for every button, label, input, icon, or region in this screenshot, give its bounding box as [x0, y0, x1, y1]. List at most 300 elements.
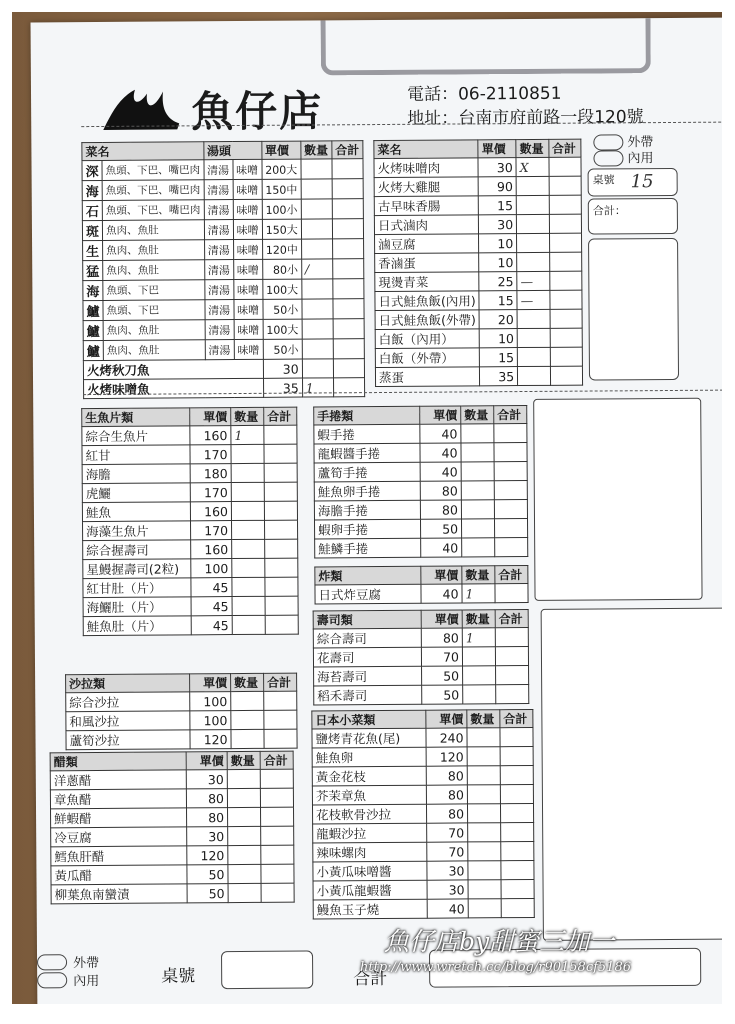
item-price: 240: [426, 728, 467, 747]
qty-header: 數量: [462, 566, 495, 584]
section-title: 炸類: [315, 566, 421, 585]
item-name: 虎鱺: [82, 483, 190, 503]
item-total: [333, 299, 364, 319]
fried-table: [314, 565, 528, 604]
item-qty: [468, 880, 501, 899]
item-name: 紅甘肚（片）: [83, 578, 191, 598]
item-qty: 1: [302, 378, 333, 397]
item-total: [494, 424, 527, 443]
item-total: [264, 691, 297, 710]
item-qty: [461, 481, 494, 500]
item-price: 50: [422, 666, 463, 685]
fish-type-char: 鱸: [83, 320, 103, 340]
item-price: 10: [479, 253, 517, 272]
item-price: 30: [427, 880, 468, 899]
item-name: 和風沙拉: [66, 711, 190, 731]
table-row: [83, 558, 298, 579]
item-price: 80: [426, 804, 467, 823]
item-total: [260, 788, 293, 807]
item-total: [265, 558, 298, 577]
table-row: [313, 879, 534, 900]
item-name: 章魚醋: [50, 789, 186, 809]
item-qty: [467, 804, 500, 823]
table-row: [82, 159, 363, 181]
item-total: [549, 271, 582, 290]
item-name: 稻禾壽司: [314, 685, 422, 705]
table-row: [51, 864, 294, 885]
item-qty: 1: [462, 584, 495, 603]
item-total: [495, 627, 528, 646]
table-header: [82, 407, 297, 427]
soup-miso: 味噌: [234, 339, 263, 359]
item-name: 鱈魚肝醋: [51, 846, 187, 866]
table-row: [375, 252, 582, 272]
footer-takeout-checkbox[interactable]: [37, 954, 67, 970]
qty-header: 數量: [462, 610, 495, 628]
item-total: [496, 684, 529, 703]
item-qty: 1: [231, 425, 264, 444]
item-price: 80: [187, 808, 228, 827]
item-price: 40: [427, 899, 468, 918]
item-name: 日式滷肉: [374, 215, 478, 235]
item-total: [501, 879, 534, 898]
item-total: [549, 290, 582, 309]
item-name: 香滷蛋: [375, 253, 479, 273]
item-name: 龍蝦醬手捲: [314, 443, 420, 463]
item-total: [494, 443, 527, 462]
item-price: 200大: [262, 159, 301, 179]
total-header: 合計: [494, 406, 527, 424]
item-name: 滷豆腐: [375, 234, 479, 254]
table-row: [82, 219, 363, 241]
clipboard-clip: [321, 18, 651, 75]
item-qty: [461, 443, 494, 462]
item-total: [501, 841, 534, 860]
item-qty: [232, 596, 265, 615]
vinegar-table: [50, 751, 295, 905]
total-header: 合計: [548, 139, 581, 157]
qty-header: 數量: [461, 406, 494, 424]
item-qty: [232, 520, 265, 539]
item-qty: [302, 319, 333, 339]
table-row: [83, 596, 298, 617]
item-total: [501, 898, 534, 917]
item-name: 海苔壽司: [314, 666, 422, 686]
footer-table-label: 桌號: [161, 966, 196, 987]
total-header: 合計: [495, 565, 528, 583]
item-price: 100大: [262, 279, 301, 299]
item-price: 10: [479, 329, 517, 348]
item-qty: [467, 785, 500, 804]
table-row: [50, 788, 293, 809]
item-total: [333, 259, 364, 279]
item-qty: [231, 710, 264, 729]
table-row: [82, 482, 297, 503]
table-row: [374, 195, 581, 215]
phone: 電話：06-2110851: [406, 83, 562, 105]
soup-miso: 味噌: [233, 259, 262, 279]
item-price: 10: [479, 234, 517, 253]
table-row: [83, 279, 364, 301]
item-qty: [467, 747, 500, 766]
item-qty: [517, 309, 550, 328]
item-price: 50小: [263, 299, 302, 319]
item-price: 70: [427, 842, 468, 861]
item-name: 火烤味噌肉: [374, 158, 478, 178]
item-price: 45: [191, 597, 232, 616]
table-row: [312, 803, 533, 824]
table-row: [314, 665, 529, 686]
table-row: [51, 845, 294, 866]
item-qty: [302, 359, 333, 378]
item-name: 日式炸豆腐: [315, 584, 421, 604]
item-total: [332, 239, 363, 259]
table-row: [375, 347, 582, 367]
soup-clear: 清湯: [205, 300, 234, 320]
table-row: [314, 443, 527, 463]
price-header: 單價: [186, 752, 227, 770]
section-title: 手捲類: [314, 406, 420, 425]
item-qty: X: [516, 157, 549, 176]
item-price: 25: [479, 272, 517, 291]
notes-box[interactable]: [588, 238, 679, 381]
total-header: 合計: [264, 673, 297, 691]
item-name: 火烤大雞腿: [374, 177, 478, 197]
item-total: [261, 883, 294, 902]
table-row: [82, 444, 297, 465]
item-total: [494, 518, 527, 537]
footer-dine-in-checkbox[interactable]: [37, 972, 67, 988]
item-name: 魚肉、魚肚: [102, 220, 204, 241]
total-header: 合計: [260, 751, 293, 769]
price-header: 單價: [190, 408, 231, 426]
item-qty: [517, 328, 550, 347]
soup-clear: 清湯: [205, 320, 234, 340]
fish-type-char: 海: [83, 280, 103, 300]
item-qty: [462, 538, 495, 557]
table-row: [82, 463, 297, 484]
item-total: [260, 769, 293, 788]
fish-type-char: 海: [82, 180, 102, 200]
item-price: 150中: [262, 179, 301, 199]
japanese-side-table: [311, 709, 534, 920]
item-name: 綜合生魚片: [82, 426, 190, 446]
footer-table-box[interactable]: [221, 951, 313, 990]
item-total: [500, 727, 533, 746]
blank-box-1: [533, 398, 702, 601]
item-price: 160: [190, 502, 231, 521]
brand-name: 魚仔店: [190, 86, 324, 137]
item-qty: [468, 842, 501, 861]
table-row: [375, 233, 582, 253]
item-qty: —: [517, 271, 550, 290]
item-price: 30: [186, 770, 227, 789]
item-total: [261, 864, 294, 883]
footer-total-label: 合計: [353, 968, 388, 990]
table-row: [313, 841, 534, 862]
item-total: [264, 463, 297, 482]
fish-type-char: 斑: [82, 220, 102, 240]
item-name: 鮭魚: [82, 502, 190, 522]
item-total: [265, 539, 298, 558]
item-qty: [302, 299, 333, 319]
handroll-table: [313, 405, 528, 558]
item-name: 鮮蝦醋: [51, 808, 187, 828]
item-name: 鮭魚卵: [312, 747, 426, 767]
table-row: [83, 520, 298, 541]
table-row: [66, 710, 297, 731]
item-total: [501, 860, 534, 879]
price-header: 單價: [426, 710, 467, 728]
section-title: 日本小菜類: [312, 710, 426, 729]
item-price: 160: [190, 426, 231, 445]
item-total: [264, 444, 297, 463]
item-total: [261, 807, 294, 826]
item-total: [333, 279, 364, 299]
dine-in-checkbox[interactable]: [593, 150, 623, 166]
item-qty: [228, 845, 261, 864]
item-qty: [231, 463, 264, 482]
salad-table: [65, 673, 298, 751]
item-qty: [301, 179, 332, 199]
fish-title: 菜名: [82, 142, 204, 161]
item-qty: [231, 444, 264, 463]
table-row: [314, 424, 527, 444]
item-total: [495, 583, 528, 602]
table-row: [375, 328, 582, 348]
item-name: 魚肉、魚肚: [103, 320, 205, 341]
item-qty: [231, 729, 264, 748]
table-row: [84, 378, 365, 399]
item-qty: [232, 615, 265, 634]
item-name: 蘆筍手捲: [314, 462, 420, 482]
item-name: 鮭鱗手捲: [315, 538, 421, 558]
item-total: [333, 359, 364, 378]
item-qty: [232, 539, 265, 558]
total-header: 合計: [495, 609, 528, 627]
item-total: [549, 252, 582, 271]
soup-miso: 味噌: [233, 279, 262, 299]
item-price: 170: [190, 483, 231, 502]
item-price: 40: [421, 584, 462, 603]
item-qty: —: [517, 290, 550, 309]
item-price: 20: [479, 310, 517, 329]
item-price: 50: [420, 519, 461, 538]
item-qty: [517, 233, 550, 252]
item-total: [261, 826, 294, 845]
item-name: 魚頭、下巴、嘴巴肉: [102, 200, 204, 221]
item-price: 40: [421, 538, 462, 557]
table-row: [313, 860, 534, 881]
fish-type-char: 鱸: [83, 340, 103, 360]
item-price: 80: [186, 789, 227, 808]
table-row: [66, 729, 297, 750]
item-name: 海鱺肚（片）: [83, 597, 191, 617]
total-header: 合計: [500, 709, 533, 727]
takeout-checkbox[interactable]: [593, 134, 623, 150]
total-header: 合計: [332, 141, 363, 159]
item-qty: [463, 685, 496, 704]
blank-box-2: [541, 608, 722, 941]
item-qty: [462, 647, 495, 666]
item-total: [549, 214, 582, 233]
total-header: 合計: [264, 407, 297, 425]
soup-miso: 味噌: [233, 179, 262, 199]
item-name: 柳葉魚南蠻漬: [51, 884, 187, 904]
item-name: 鮭魚卵手捲: [314, 481, 420, 501]
item-qty: [467, 728, 500, 747]
item-total: [495, 537, 528, 556]
item-total: [501, 822, 534, 841]
table-row: [313, 898, 534, 919]
item-name: 魚頭、下巴: [103, 280, 205, 301]
item-total: [494, 499, 527, 518]
item-price: 100: [191, 559, 232, 578]
item-price: 50: [422, 685, 463, 704]
item-qty: [301, 199, 332, 219]
item-qty: [468, 823, 501, 842]
item-name: 紅甘: [82, 445, 190, 465]
table-row: [312, 784, 533, 805]
item-price: 30: [187, 827, 228, 846]
item-name: 白飯（外帶）: [375, 348, 479, 368]
item-qty: [227, 769, 260, 788]
item-total: [549, 195, 582, 214]
item-total: [261, 845, 294, 864]
total-label: 合計：: [592, 204, 626, 218]
item-price: 80小: [262, 259, 301, 279]
soup-miso: 味噌: [233, 159, 262, 179]
footer-dine-in-label: 內用: [73, 973, 100, 990]
table-row: [312, 765, 533, 786]
item-qty: [228, 807, 261, 826]
item-name: 花枝軟骨沙拉: [312, 804, 426, 824]
item-name: 蝦卵手捲: [314, 519, 420, 539]
address: 地址：台南市府前路一段120號: [407, 107, 644, 129]
item-price: 50小: [263, 339, 302, 359]
item-price: 15: [480, 348, 518, 367]
price-header: 單價: [478, 140, 516, 158]
table-row: [312, 746, 533, 767]
table-row: [83, 299, 364, 321]
table-number-box[interactable]: [588, 168, 678, 197]
section-title: 沙拉類: [66, 674, 190, 693]
item-total: [333, 378, 364, 397]
table-header: [66, 673, 297, 693]
table-row: [51, 826, 294, 847]
table-row: [313, 822, 534, 843]
qty-header: 數量: [301, 141, 332, 159]
item-total: [333, 319, 364, 339]
table-number-value: 15: [630, 171, 654, 193]
item-total: [500, 765, 533, 784]
item-qty: [232, 577, 265, 596]
item-name: 海藻生魚片: [83, 521, 191, 541]
table-header: [312, 709, 533, 729]
qty-header: 數量: [467, 710, 500, 728]
total-box[interactable]: [588, 198, 678, 235]
price-header: 單價: [190, 674, 231, 692]
table-row: [51, 883, 294, 904]
item-qty: [468, 861, 501, 880]
item-qty: [468, 899, 501, 918]
item-total: [550, 309, 583, 328]
item-qty: [461, 462, 494, 481]
item-price: 180: [190, 464, 231, 483]
fish-type-char: 深: [82, 160, 102, 180]
item-total: [549, 176, 582, 195]
item-total: [333, 339, 364, 359]
item-total: [332, 159, 363, 179]
item-total: [264, 729, 297, 748]
item-name: 日式鮭魚飯(內用): [375, 291, 479, 311]
table-row: [83, 259, 364, 281]
item-price: 15: [479, 291, 517, 310]
item-total: [264, 482, 297, 501]
item-price: 150大: [262, 219, 301, 239]
table-row: [66, 691, 297, 712]
table-row: [315, 583, 528, 603]
qty-header: 數量: [231, 673, 264, 691]
item-price: 80: [426, 766, 467, 785]
item-price: 45: [191, 578, 232, 597]
item-price: 30: [263, 359, 302, 378]
table-row: [82, 179, 363, 201]
item-name: 黃瓜醋: [51, 865, 187, 885]
item-qty: [463, 666, 496, 685]
item-price: 100: [190, 711, 231, 730]
item-qty: [228, 826, 261, 845]
item-qty: [232, 558, 265, 577]
soup-clear: 清湯: [205, 340, 234, 360]
table-row: [374, 176, 581, 196]
item-name: 冷豆腐: [51, 827, 187, 847]
item-qty: [517, 252, 550, 271]
item-price: 170: [191, 521, 232, 540]
table-row: [83, 539, 298, 560]
item-qty: [302, 279, 333, 299]
item-price: 50: [187, 865, 228, 884]
item-price: 170: [190, 445, 231, 464]
item-price: 80: [421, 628, 462, 647]
item-total: [332, 219, 363, 239]
item-price: 50: [187, 884, 228, 903]
item-price: 80: [426, 785, 467, 804]
table-row: [82, 501, 297, 522]
item-total: [494, 461, 527, 480]
item-name: 綜合沙拉: [66, 692, 190, 712]
item-name: 魚頭、下巴: [103, 300, 205, 321]
item-qty: [517, 214, 550, 233]
takeout-label: 外帶: [627, 135, 654, 151]
item-name: 鮭魚肚（片）: [83, 616, 191, 636]
item-price: 100小: [262, 199, 301, 219]
item-qty: [516, 195, 549, 214]
item-price: 70: [427, 823, 468, 842]
table-row: [375, 271, 582, 291]
item-name: 魚肉、魚肚: [103, 340, 205, 361]
soup-miso: 味噌: [233, 239, 262, 259]
table-row: [314, 684, 529, 705]
item-price: 100: [190, 692, 231, 711]
table-header: [313, 609, 528, 629]
item-qty: [461, 519, 494, 538]
item-price: 120中: [262, 239, 301, 259]
item-qty: [518, 366, 551, 385]
price-header: 單價: [421, 566, 462, 584]
item-name: 小黃瓜味噌醬: [313, 861, 427, 881]
soup-clear: 清湯: [204, 220, 233, 240]
